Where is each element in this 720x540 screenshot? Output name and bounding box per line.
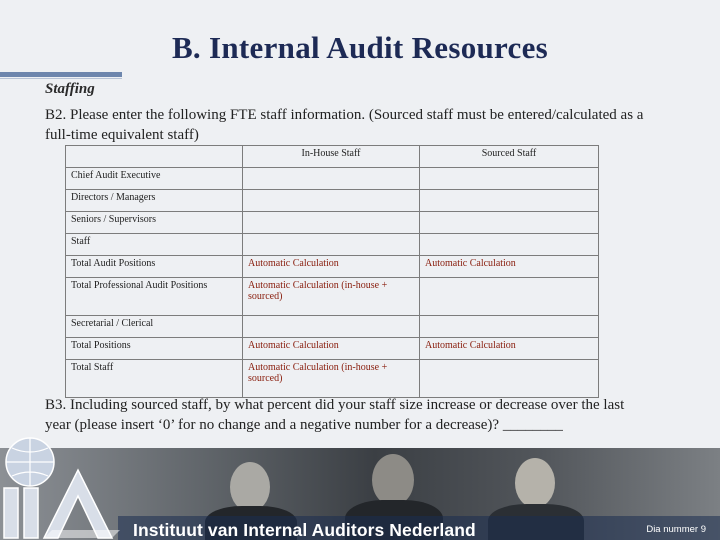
table-row [66,338,599,360]
table-row [66,360,599,398]
row-label: Staff [66,234,243,256]
sourced-cell [420,278,599,316]
sourced-cell[interactable] [420,190,599,212]
row-label: Seniors / Supervisors [66,212,243,234]
person-head [515,458,555,508]
sourced-cell[interactable] [420,168,599,190]
in-house-cell[interactable] [243,168,420,190]
row-label: Secretarial / Clerical [66,316,243,338]
sourced-cell: Automatic Calculation [420,338,599,360]
header-in-house-staff: In-House Staff [243,146,420,168]
iia-logo [0,430,150,540]
table-row [66,256,599,278]
sourced-cell[interactable] [420,316,599,338]
in-house-cell[interactable] [243,190,420,212]
staff-table [65,145,599,398]
row-label: Total Audit Positions [66,256,243,278]
table-row [66,168,599,190]
person-head [372,454,414,506]
table-row [66,278,599,316]
header-cell-empty [66,146,243,168]
table-row [66,190,599,212]
row-label: Directors / Managers [66,190,243,212]
sourced-cell[interactable] [420,234,599,256]
row-label: Total Staff [66,360,243,398]
row-label: Total Positions [66,338,243,360]
sourced-cell [420,360,599,398]
in-house-cell[interactable] [243,234,420,256]
in-house-cell: Automatic Calculation [243,256,420,278]
in-house-cell: Automatic Calculation (in-house + sourced) [243,360,420,398]
question-b2: B2. Please enter the following FTE staff information. (Sourced staff must be entered/calculated as a full-time equivalent staff) [45,107,644,143]
org-name: Instituut van Internal Auditors Nederland [133,520,476,540]
question-b3: B3. Including sourced staff, by what percent did your staff size increase or decrease over the last year (please insert ‘0’ for no change and a negative number for a decrease)? ________ [45,397,625,433]
in-house-cell: Automatic Calculation [243,338,420,360]
table-header-row [66,146,599,168]
row-label: Chief Audit Executive [66,168,243,190]
title-underline [0,72,122,77]
header-sourced-staff: Sourced Staff [420,146,599,168]
person-head [230,462,270,512]
in-house-cell[interactable] [243,212,420,234]
sourced-cell[interactable] [420,212,599,234]
title-underline-thin [0,78,122,79]
slide-title: B. Internal Audit Resources [171,30,549,65]
sourced-cell: Automatic Calculation [420,256,599,278]
section-subtitle: Staffing [45,81,95,97]
in-house-cell: Automatic Calculation (in-house + sourced) [243,278,420,316]
table-row [66,316,599,338]
table-row [66,234,599,256]
in-house-cell[interactable] [243,316,420,338]
row-label: Total Professional Audit Positions [66,278,243,316]
table-row [66,212,599,234]
slide-number: Dia nummer 9 [646,524,706,535]
